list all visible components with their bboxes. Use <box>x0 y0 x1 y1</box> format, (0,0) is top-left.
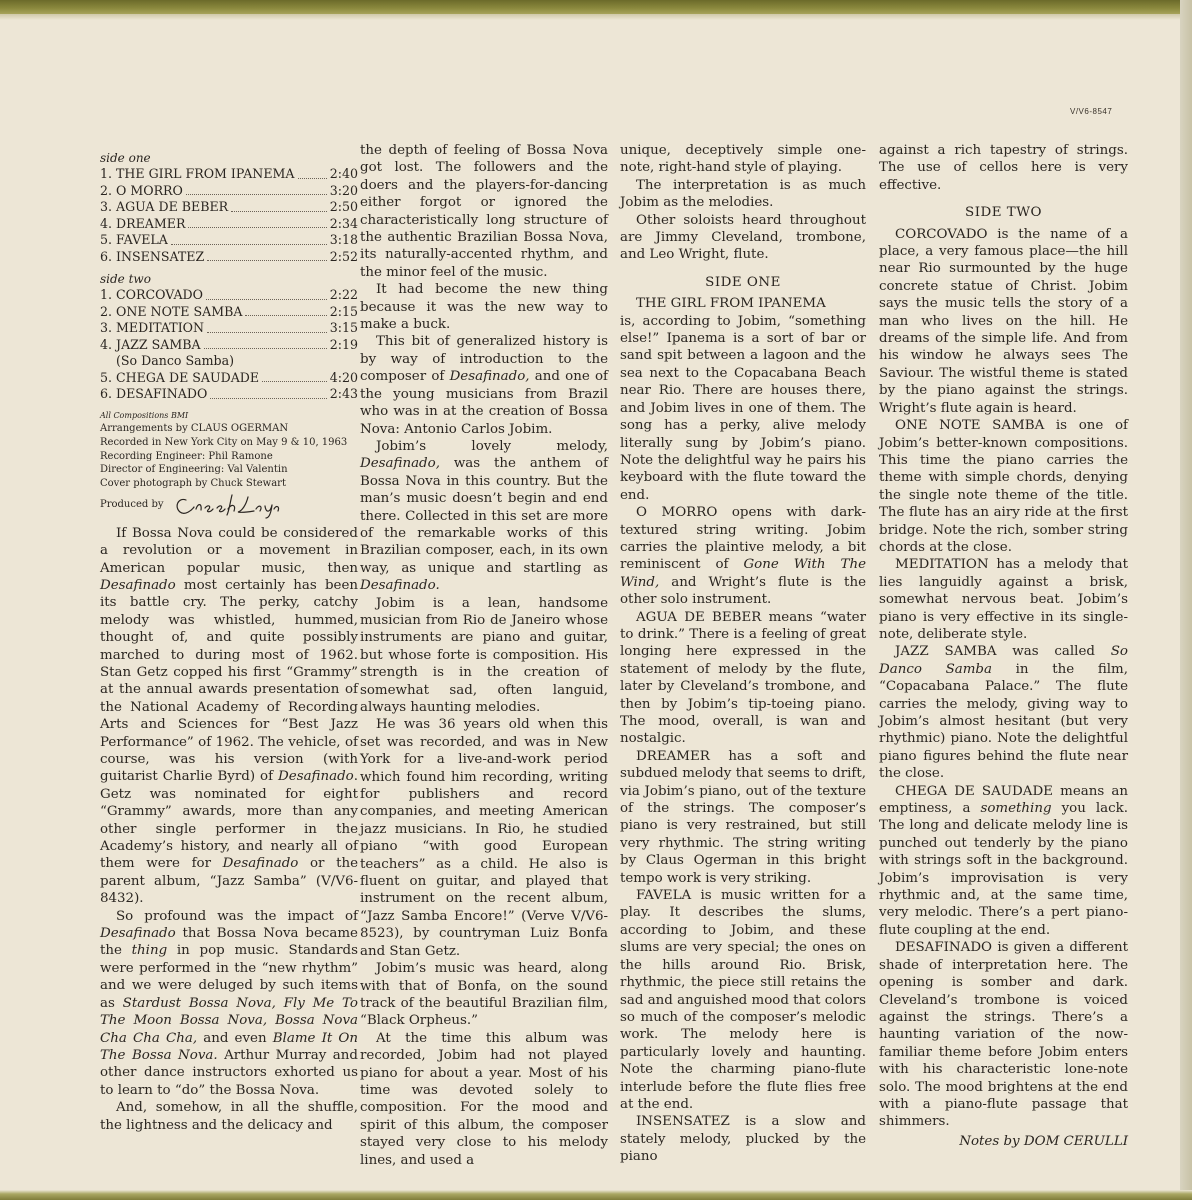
track-time: 2:50 <box>329 199 358 214</box>
body-paragraph: ONE NOTE SAMBA is one of Jobim’s better-known compositions. This time the piano carries the theme with simple chords, denying the single note theme of the title. The flute has an airy ride at the first bridge. Note the rich, somber string chords at the close. <box>879 418 1128 555</box>
track-row <box>100 287 358 304</box>
column-2 <box>360 142 608 1169</box>
track-name: 4. DREAMER <box>100 215 186 231</box>
track-time: 2:43 <box>329 386 358 401</box>
body-paragraph: And, somehow, in all the shuffle, the lightness and the delicacy and <box>100 1100 358 1133</box>
track-row <box>100 199 358 216</box>
track-name: 3. MEDITATION <box>100 320 205 335</box>
column-4 <box>879 142 1128 1150</box>
column-3 <box>620 142 866 1166</box>
recorded-credit: Recorded in New York City on May 9 & 10, 1963 <box>100 436 348 448</box>
body-paragraph: INSENSATEZ is a slow and stately melody, plucked by the piano <box>620 1114 866 1165</box>
engineer-credit: Recording Engineer: Phil Ramone <box>100 450 273 462</box>
track-time: 4:20 <box>329 369 358 385</box>
track-name: 2. ONE NOTE SAMBA <box>100 303 243 319</box>
ipanema-heading: THE GIRL FROM IPANEMA <box>636 296 826 312</box>
catalog-number: V/V6-8547 <box>1070 107 1113 116</box>
body-paragraph: If Bossa Nova could be considered a revolution or a movement in American popular music, then Desafinado most certainly has been its battle cry. The perky, catchy melody was whistled, hummed, thought of, and quite possibly marched to during most of 1962. Stan Getz copped his first “Grammy” at the annual awards presentation of the National Academy of Recording Arts and Sciences for “Best Jazz Performance” of 1962. The vehicle, of course, was his version (with guitarist Charlie Byrd) of Desafinado. Getz was nominated for eight “Grammy” awards, more than any other single performer in the Academy’s history, and nearly all of them were for Desafinado or the parent album, “Jazz Samba” (V/V6-8432). <box>100 525 359 907</box>
track-row <box>100 386 358 403</box>
body-paragraph: is, according to Jobim, “something else!” Ipanema is a sort of bar or sand spit between a lagoon and the sea next to the Copacabana Beach near Rio. There are houses there, and Jobim lives in one of them. The song has a perky, alive melody literally sung by Jobim’s piano. Note the delightful way he pairs his keyboard with the flute toward the end. <box>620 313 866 503</box>
body-paragraph: DREAMER has a soft and subdued melody that seems to drift, via Jobim’s piano, out of the texture of the strings. The composer’s piano is very restrained, but still very rhythmic. The string writing by Claus Ogerman in this bright tempo work is very striking. <box>620 748 866 886</box>
body-paragraph: the depth of feeling of Bossa Nova got lost. The followers and the doers and the players-for-dancing either forgot or ignored the characteristically long structure of the authentic Brazilian Bossa Nova, its naturally-accented rhythm, and the minor feel of the music. <box>360 143 608 280</box>
body-paragraph: O MORRO opens with dark-textured string writing. Jobim carries the plaintive melody, a bit reminiscent of Gone With The Wind, and Wright’s flute is the other solo instrument. <box>620 505 866 608</box>
track-name: 1. CORCOVADO <box>100 287 203 302</box>
track-time: 3:15 <box>329 320 358 335</box>
track-row <box>100 183 358 200</box>
body-paragraph: At the time this album was recorded, Jobim had not played piano for about a year. Most of his time was devoted solely to composition. For the mood and spirit of this album, the composer stayed very close to his melody lines, and used a <box>360 1030 608 1168</box>
producer-signature-icon <box>172 491 282 519</box>
track-name: 5. FAVELA <box>100 232 168 247</box>
body-paragraph: AGUA DE BEBER means “water to drink.” There is a feeling of great longing here expressed in the statement of melody by the flute, later by Cleveland’s trombone, and then by Jobim’s tip-toeing piano. The mood, overall, is wan and nostalgic. <box>620 609 866 747</box>
credits <box>100 409 358 519</box>
column-1 <box>100 150 358 1134</box>
notes-author: Notes by DOM CERULLI <box>959 1133 1128 1149</box>
top-color-band <box>0 0 1192 14</box>
track-name: 6. DESAFINADO <box>100 386 208 401</box>
track-row <box>100 304 358 321</box>
side-one-tracklist <box>100 166 358 265</box>
director-credit: Director of Engineering: Val Valentin <box>100 464 288 476</box>
track-time: 2:15 <box>329 303 358 319</box>
body-paragraph: Jobim’s music was heard, along with that of Bonfa, on the sound track of the beautiful Brazilian film, “Black Orpheus.” <box>360 961 608 1029</box>
track-time: 3:18 <box>329 232 358 247</box>
track-row <box>100 232 358 249</box>
body-paragraph: FAVELA is music written for a play. It describes the slums, according to Jobim, and these slums are very special; the ones on the hills around Rio. Brisk, rhythmic, the piece still retains the sad and anguished mood that colors so much of the composer’s melodic work. The melody here is particularly lovely and haunting. Note the charming piano-flute interlude before the flute flies free at the end. <box>620 888 866 1112</box>
body-paragraph: DESAFINADO is given a different shade of interpretation here. The opening is somber and dark. Cleveland’s trombone is voiced against the strings. There’s a haunting variation of the now-familiar theme before Jobim enters with his characteristic lone-note solo. The mood brightens at the end with a piano-flute passage that shimmers. <box>879 940 1128 1130</box>
track-time: 2:34 <box>329 215 358 231</box>
body-paragraph: unique, deceptively simple one-note, right-hand style of playing. <box>620 143 866 176</box>
track-name: 2. O MORRO <box>100 182 183 198</box>
body-paragraph: So profound was the impact of Desafinado that Bossa Nova became the thing in pop music. Standards were performed in the “new rhythm” and we were deluged by such items as Stardust Bossa Nova, Fly Me To The Moon Bossa Nova, Bossa Nova Cha Cha Cha, and even Blame It On The Bossa Nova. Arthur Murray and other dance instructors exhorted us to learn to “do” the Bossa Nova. <box>100 908 359 1098</box>
bmi-note: All Compositions BMI <box>100 410 189 420</box>
track-name: 3. AGUA DE BEBER <box>100 199 229 214</box>
body-paragraph: It had become the new thing because it was the new way to make a buck. <box>360 282 608 333</box>
side-two-label: side two <box>100 272 151 286</box>
body-paragraph: This bit of generalized history is by way of introduction to the composer of Desafinado, and one of the young musicians from Brazil who was in at the creation of Bossa Nova: Antonio Carlos Jobim. <box>360 334 608 437</box>
body-paragraph: Jobim’s lovely melody, Desafinado, was the anthem of Bossa Nova in this country. But the man’s music doesn’t begin and end there. Collected in this set are more of the remarkable works of this Brazilian composer, each, in its own way, as unique and startling as Desafinado. <box>360 438 608 594</box>
right-edge-band <box>1180 0 1192 1200</box>
body-paragraph: CORCOVADO is the name of a place, a very famous place—the hill near Rio surmounted by the huge concrete statue of Christ. Jobim says the music tells the story of a man who lives on the hill. He dreams of the simple life. And from his window he always sees The Saviour. The wistful theme is stated by the piano against the strings. Wright’s flute again is heard. <box>879 226 1128 416</box>
track-row <box>100 320 358 337</box>
side-one-label: side one <box>100 151 151 165</box>
track-time: 2:40 <box>329 166 358 181</box>
body-paragraph: Other soloists heard throughout are Jimmy Cleveland, trombone, and Leo Wright, flute. <box>620 212 866 263</box>
body-paragraph: MEDITATION has a melody that lies languidly against a brisk, somewhat nervous beat. Jobim’s piano is very effective in its single-note, deliberate style. <box>879 557 1128 642</box>
track-name: 1. THE GIRL FROM IPANEMA <box>100 166 295 181</box>
side-one-heading: SIDE ONE <box>705 274 781 290</box>
cover-credit: Cover photograph by Chuck Stewart <box>100 478 286 490</box>
track-row <box>100 216 358 233</box>
side-two-tracklist <box>100 287 358 403</box>
body-paragraph: against a rich tapestry of strings. The use of cellos here is very effective. <box>879 143 1128 193</box>
arrangements-credit: Arrangements by CLAUS OGERMAN <box>100 423 289 435</box>
track-time: 2:52 <box>329 248 358 264</box>
track-row <box>100 370 358 387</box>
body-paragraph: JAZZ SAMBA was called So Danco Samba in the film, “Copacabana Palace.” The flute carries the melody, giving way to Jobim’s almost hesitant (but very rhythmic) piano. Note the delightful piano figures behind the flute near the close. <box>879 644 1128 782</box>
track-time: 2:19 <box>329 336 358 352</box>
body-paragraph: Jobim is a lean, handsome musician from Rio de Janeiro whose instruments are piano and guitar, but whose forte is composition. His strength is in the creation of somewhat sad, often languid, always haunting melodies. <box>360 595 608 715</box>
track-name: 6. INSENSATEZ <box>100 248 205 264</box>
track-time: 2:22 <box>329 287 358 302</box>
body-paragraph: CHEGA DE SAUDADE means an emptiness, a something you lack. The long and delicate melody line is punched out tenderly by the piano with strings soft in the background. Jobim’s improvisation is very rhythmic and, at the same time, very melodic. There’s a pert piano-flute coupling at the end. <box>879 783 1129 938</box>
track-time: 3:20 <box>329 182 358 198</box>
track-name: 5. CHEGA DE SAUDADE <box>100 369 260 385</box>
track-row <box>100 337 358 354</box>
track-subtitle: (So Danco Samba) <box>116 353 235 368</box>
track-name: 4. JAZZ SAMBA <box>100 336 201 352</box>
body-paragraph: The interpretation is as much Jobim as the melodies. <box>620 177 866 211</box>
producer-credit: Produced by <box>100 491 358 519</box>
track-row <box>100 166 358 183</box>
bottom-color-band <box>0 1190 1192 1200</box>
track-row <box>100 249 358 266</box>
side-two-heading: SIDE TWO <box>965 205 1042 221</box>
body-paragraph: He was 36 years old when this set was recorded, and was in New York for a live-and-work period which found him recording, writing for publishers and record companies, and meeting American jazz musicians. In Rio, he studied piano “with good European teachers” as a child. He also is fluent on guitar, and played that instrument on the recent album, “Jazz Samba Encore!” (Verve V/V6-8523), by countryman Luiz Bonfa and Stan Getz. <box>360 717 608 959</box>
